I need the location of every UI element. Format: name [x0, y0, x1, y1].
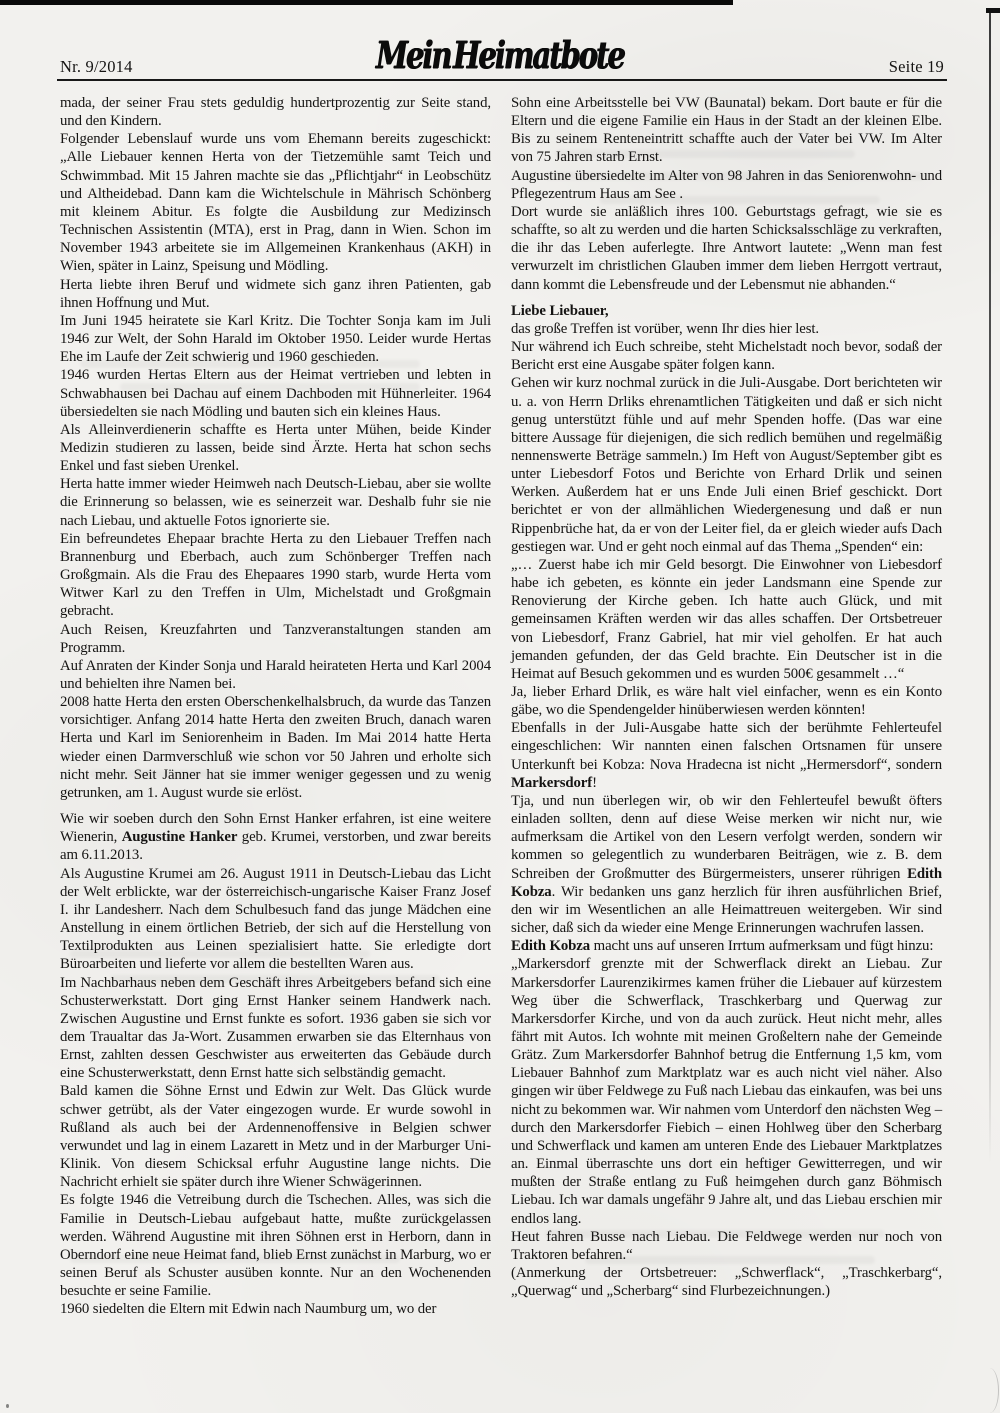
text-run: das große Treffen ist vorüber, wenn Ihr dies hier lest.: [511, 320, 820, 337]
text-run: Ein befreundetes Ehepaar brachte Herta zu den Liebauer Treffen nach Brannenburg und Eberbach, auch zum Schönberger Treffen nach Großgmain. Als die Frau des Ehepaares 1990 starb, wurde Herta vom Witwer Karl zu den Treffen in Ulm, Michelstadt und Großgmain gebracht.: [60, 530, 491, 620]
paragraph: [511, 1264, 942, 1300]
paragraph: [511, 937, 942, 955]
text-run: (Anmerkung der Ortsbetreuer: „Schwerflack“, „Traschkerbarg“, „Querwag“ und „Scherbarg“ sind Flurbezeichnungen.): [511, 1265, 942, 1300]
paragraph: [511, 374, 942, 556]
paragraph: [511, 556, 942, 683]
header-rule: [57, 79, 947, 81]
text-run: Bald kamen die Söhne Ernst und Edwin zur Welt. Das Glück wurde schwer getrübt, als der Vater eingezogen wurde. Er wurde sowohl in Rußland als auch bei der Ardennenoffensive in Belgien schwer verwundet und lag in einem Lazarett in Metz und in der Marburger Uni-Klinik. Von diesem Schicksal erfuhr Augustine lange nichts. Die Nachricht erhielt sie später durch ihre Wiener Schwägerinnen.: [60, 1083, 491, 1191]
text-run: Folgender Lebenslauf wurde uns vom Ehemann bereits zugeschickt: „Alle Liebauer kennen Herta von der Tietzemühle samt Teich und Schwimmbad. Mit 15 Jahren machte sie das „Pflichtjahr“ in Leobschütz und Altheidebad. Dann kam die Wichtelschule in Mährisch Schönberg mit kleinem Abitur. Es folgte die Ausbildung zur Medizinsch Technischen Assistentin (MTA), erst in Prag, dann in Wien. Schon im November 1943 arbeitete sie im Allgemeinen Krankenhaus (AKH) in Wien, später in Lainz, Speisung und Mödling.: [60, 131, 491, 275]
paragraph: [60, 1082, 491, 1191]
text-run: Wie wir soeben durch den Sohn Ernst Hanker erfahren, ist eine weitere Wienerin,: [60, 811, 491, 846]
text-run: Dort wurde sie anläßlich ihres 100. Geburtstags gefragt, wie sie es schaffte, so alt zu werden und die harten Schicksalsschläge zu verkraften, die ihr das Leben auferlegte. Ihre Antwort lautete: „Wenn man fest verwurzelt im christlichen Glauben immer dem lieben Herrgott vertraut, dann kommt die Lebensfreude und der Lebensmut nie abhanden.“: [511, 203, 942, 293]
paragraph: [511, 955, 942, 1227]
scan-artifact-bottom-left-dot: [6, 1404, 9, 1408]
paragraph: [60, 974, 491, 1083]
paragraph: [511, 94, 942, 167]
text-run: macht uns auf unseren Irrtum aufmerksam und fügt hinzu:: [590, 938, 934, 955]
text-run: mada, der seiner Frau stets geduldig hundertprozentig zur Seite stand, und den Kindern.: [60, 95, 491, 130]
paragraph: [60, 276, 491, 312]
paragraph: [60, 130, 491, 275]
scan-artifact-corner-squiggle: [986, 1368, 999, 1413]
bold-text: Liebe Liebauer,: [511, 302, 609, 319]
text-run: Augustine übersiedelte im Alter von 98 Jahren in das Seniorenwohn- und Pflegezentrum Haus am See .: [511, 167, 942, 202]
text-run: !: [592, 774, 597, 791]
paragraph: [60, 94, 491, 130]
masthead: [0, 33, 1000, 77]
bold-text: Edith Kobza: [511, 865, 942, 900]
paragraph: [511, 683, 942, 719]
text-run: 1946 wurden Hertas Eltern aus der Heimat vertrieben und lebten in Schwabhausen bei Dachau auf einem Dachboden mit Hühnerleiter. 1964 übersiedelten sie nach Mödling und bauten sich ein kleines Haus.: [60, 367, 491, 420]
text-run: Sohn eine Arbeitsstelle bei VW (Baunatal) bekam. Dort baute er für die Eltern und die eigene Familie ein Haus in der Stadt an der kleinen Elbe. Bis zu seinem Renteneintritt schaffte auch der Vater bei VW. Im Alter von 75 Jahren starb Ernst.: [511, 95, 942, 166]
text-run: . Wir bedanken uns ganz herzlich für ihren ausführlichen Brief, den wir im Wesentlichen an alle Heimattreuen weitergeben. Wir sind sicher, daß sich da wieder eine Menge Erinnerungen wachrufen lassen.: [511, 883, 942, 937]
text-run: Heut fahren Busse nach Liebau. Die Feldwege werden nur noch von Traktoren befahren.“: [511, 1228, 942, 1263]
text-run: „Markersdorf grenzte mit der Schwerflack direkt an Liebau. Zur Markersdorfer Laurenzikirmes kamen früher die Liebauer auf kürzestem Weg über die Schwerflack, Traschkerbarg und Querwag zur Markersdorfer Kirche, und von da auch zurück. Heut nicht mehr, alles fährt mit Autos. Ich wohnte mit meinen Großeltern nahe der Gemeinde Grätz. Zum Markersdorfer Bahnhof betrug die Entfernung 1,5 km, vom Liebauer Bahnhof zum Marktplatz war es auch nicht viel näher. Also gingen wir über Feldwege zu Fuß nach Liebau das einkaufen, was bei uns nicht zu bekommen war. Wir nahmen vom Unterdorf den nächsten Weg – durch den Markersdorfer Fiebich – einen Hohlweg über den Scherbarg und Schwerflack und kamen am unteren Ende des Liebauer Marktplatzes an. Einmal überraschte uns dort ein heftiger Gewitterregen, und wir mußten der Straße entlang zu Fuß heimgehen durch ganz Böhmisch Liebau. Ich war damals ungefähr 9 Jahre alt, und das Liebau erschien mir endlos lang.: [511, 956, 942, 1227]
paragraph: [60, 621, 491, 657]
section-heading: [511, 302, 942, 320]
paragraph: [511, 1228, 942, 1264]
paragraph: [60, 1191, 491, 1300]
text-run: Gehen wir kurz nochmal zurück in die Juli-Ausgabe. Dort berichteten wir u. a. von Herrn Drliks ehrenamtlichen Tätigkeiten und daß er sich nicht genug unterstützt fühle und auf mehr Spenden hoffe. (Das war eine bittere Aussage für diejenigen, die sich redlich bemühen und regelmäßig nennenswerte Beträge sammeln.) Im Heft von August/September gibt es unter Liebesdorf Fotos und Berichte von Erhard Drlik und seinen Werken. Außerdem hat er uns Ende Juli einen Brief geschickt. Dort berichtet er von der allmählichen Wiedergenesung und daß er nun Rippenbrüche hat, da er von der Leiter fiel, da er gleich wieder aufs Dach gestiegen war. Und er geht noch einmal auf das Thema „Spenden“ ein:: [511, 375, 942, 555]
text-run: 1960 siedelten die Eltern mit Edwin nach Naumburg um, wo der: [60, 1301, 437, 1318]
text-run: Herta hatte immer wieder Heimweh nach Deutsch-Liebau, aber sie wollte die Erinnerung so belassen, wie es seinerzeit war. Deshalb fuhr sie nie nach Liebau, und aktuelle Fotos ignorierte sie.: [60, 476, 491, 529]
paragraph: [511, 320, 942, 338]
text-run: Im Nachbarhaus neben dem Geschäft ihres Arbeitgebers befand sich eine Schusterwerkstatt. Dort ging Ernst Hanker seinem Handwerk nach. Zwischen Augustine und Ernst funkte es sofort. 1936 gaben sie sich vor dem Traualtar das Ja-Wort. Zusammen erwarben sie das Elternhaus von Ernst, zahlten dessen Geschwister aus erweiterten das Gebäude durch eine Schusterwerkstatt, denn Ernst hatte sich selbständig gemacht.: [60, 974, 491, 1082]
paragraph: [511, 792, 942, 937]
bold-text: Edith Kobza: [511, 938, 591, 955]
text-run: Im Juni 1945 heiratete sie Karl Kritz. Die Tochter Sonja kam im Juli 1946 zur Welt, der Sohn Harald im Oktober 1950. Leider wurde Hertas Ehe im Laufe der Zeit schwierig und 1960 geschieden.: [60, 312, 491, 366]
text-run: Ebenfalls in der Juli-Ausgabe hatte sich der berühmte Fehlerteufel eingeschlichen: Wir nannten einen falschen Ortsnamen für unsere Unterkunft bei Kobza: Nova Hradecna ist nicht „Hermersdorf“, sondern: [511, 720, 942, 773]
text-run: geb. Krumei, verstorben, und zwar bereits am 6.11.2013.: [60, 829, 491, 864]
text-run: „… Zuerst habe ich mir Geld besorgt. Die Einwohner von Liebesdorf habe ich gebeten, es könnte ein jeder Landsmann eine Spende zur Renovierung der Kirche geben. Ich hatte auch Glück, und mit gemeinsamen Kräften werden wir das alles schaffen. Der Ortsbetreuer von Liebesdorf, Franz Gabriel, hat mir viel geholfen. Er hat auch jemanden gefunden, der das Geld brachte. Ein Deutscher ist in die Heimat auf Besuch gekommen und es wurden 500€ gesammelt …“: [511, 556, 942, 682]
scan-artifact-top-bar: [0, 0, 733, 5]
paragraph: [511, 719, 942, 792]
masthead-title: Mein Heimatbote: [376, 33, 624, 77]
paragraph: [60, 810, 491, 864]
paragraph: [60, 312, 491, 366]
paragraph: [60, 530, 491, 621]
bold-text: Augustine Hanker: [121, 829, 238, 846]
text-run: Ja, lieber Erhard Drlik, es wäre halt viel einfacher, wenn es ein Konto gäbe, wo die Spendengelder hinüberwiesen werden könnten!: [511, 684, 942, 719]
paragraph: [60, 421, 491, 475]
text-run: Als Augustine Krumei am 26. August 1911 in Deutsch-Liebau das Licht der Welt erblickte, war der österreichisch-ungarische Kaiser Franz Josef I. ihr Landesherr. Nach dem Schulbesuch fand das junge Mädchen eine Anstellung in einem örtlichen Betrieb, der sich auf die Herstellung von Textilprodukten aus Leinen spezialisiert hatte. Sie erledigte dort Büroarbeiten und lieferte vor allem die bestellten Waren aus.: [60, 865, 491, 973]
paragraph: [60, 657, 491, 693]
issue-number: Nr. 9/2014: [60, 57, 133, 76]
paragraph: [60, 366, 491, 420]
text-run: Es folgte 1946 die Vetreibung durch die Tschechen. Alles, was sich die Familie in Deutsch-Liebau aufgebaut hatte, mußte zurückgelassen werden. Während Augustine mit ihren Söhnen erst in Herborn, dann in Oberndorf eine neue Heimat fand, blieb Ernst zunächst in Marburg, wo er seinen Beruf als Schuster ausüben konnte. Nur an den Wochenenden besuchte er seine Familie.: [60, 1192, 491, 1300]
paragraph: [511, 338, 942, 374]
text-run: Auch Reisen, Kreuzfahrten und Tanzveranstaltungen standen am Programm.: [60, 621, 491, 656]
text-run: Auf Anraten der Kinder Sonja und Harald heirateten Herta und Karl 2004 und behielten ihre Namen bei.: [60, 657, 491, 692]
text-run: Herta liebte ihren Beruf und widmete sich ganz ihren Patienten, gab ihnen Hoffnung und Mut.: [60, 276, 491, 311]
paragraph: [60, 693, 491, 802]
paragraph: [60, 865, 491, 974]
scan-artifact-right-edge-line: [989, 13, 991, 1163]
right-column: [511, 94, 942, 1318]
bold-text: Markersdorf: [511, 774, 593, 791]
text-run: 2008 hatte Herta den ersten Oberschenkelhalsbruch, da wurde das Tanzen vorsichtiger. Anfang 2014 hatte Herta den zweiten Bruch, danach waren Herta und Karl im Seniorenheim in Baden. Im Mai 2014 hatte Herta wieder einen Darmverschluß wie schon vor 50 Jahren und erholte sich nicht mehr. Seit Jänner hat sie immer weniger gegessen und zu wenig getrunken, am 1. August wurde sie erlöst.: [60, 694, 491, 801]
article-body: [60, 94, 942, 1318]
text-run: Nur während ich Euch schreibe, steht Michelstadt noch bevor, sodaß der Bericht erst eine Ausgabe später folgen kann.: [511, 339, 942, 374]
paragraph: [511, 203, 942, 294]
paragraph: [511, 167, 942, 203]
paragraph: [60, 1300, 491, 1318]
left-column: [60, 94, 491, 1318]
text-run: Als Alleinverdienerin schaffte es Herta unter Mühen, beide Kinder Medizin studieren zu lassen, beide sind Ärzte. Herta hat schon sechs Enkel und fast sieben Urenkel.: [60, 421, 491, 475]
text-run: Tja, und nun überlegen wir, ob wir den Fehlerteufel bewußt öfters einladen sollten, denn auf diese Weise merken wir nicht nur, wie aufmerksam die Artikel von den Lesern verfolgt werden, sondern wir kommen so gelegentlich zu wunderbaren Beiträgen, wie z. B. dem Schreiben der Großmutter des Bürgermeisters, unserer rührigen: [511, 792, 942, 882]
page-number-label: Seite 19: [888, 57, 944, 76]
paragraph: [60, 475, 491, 529]
